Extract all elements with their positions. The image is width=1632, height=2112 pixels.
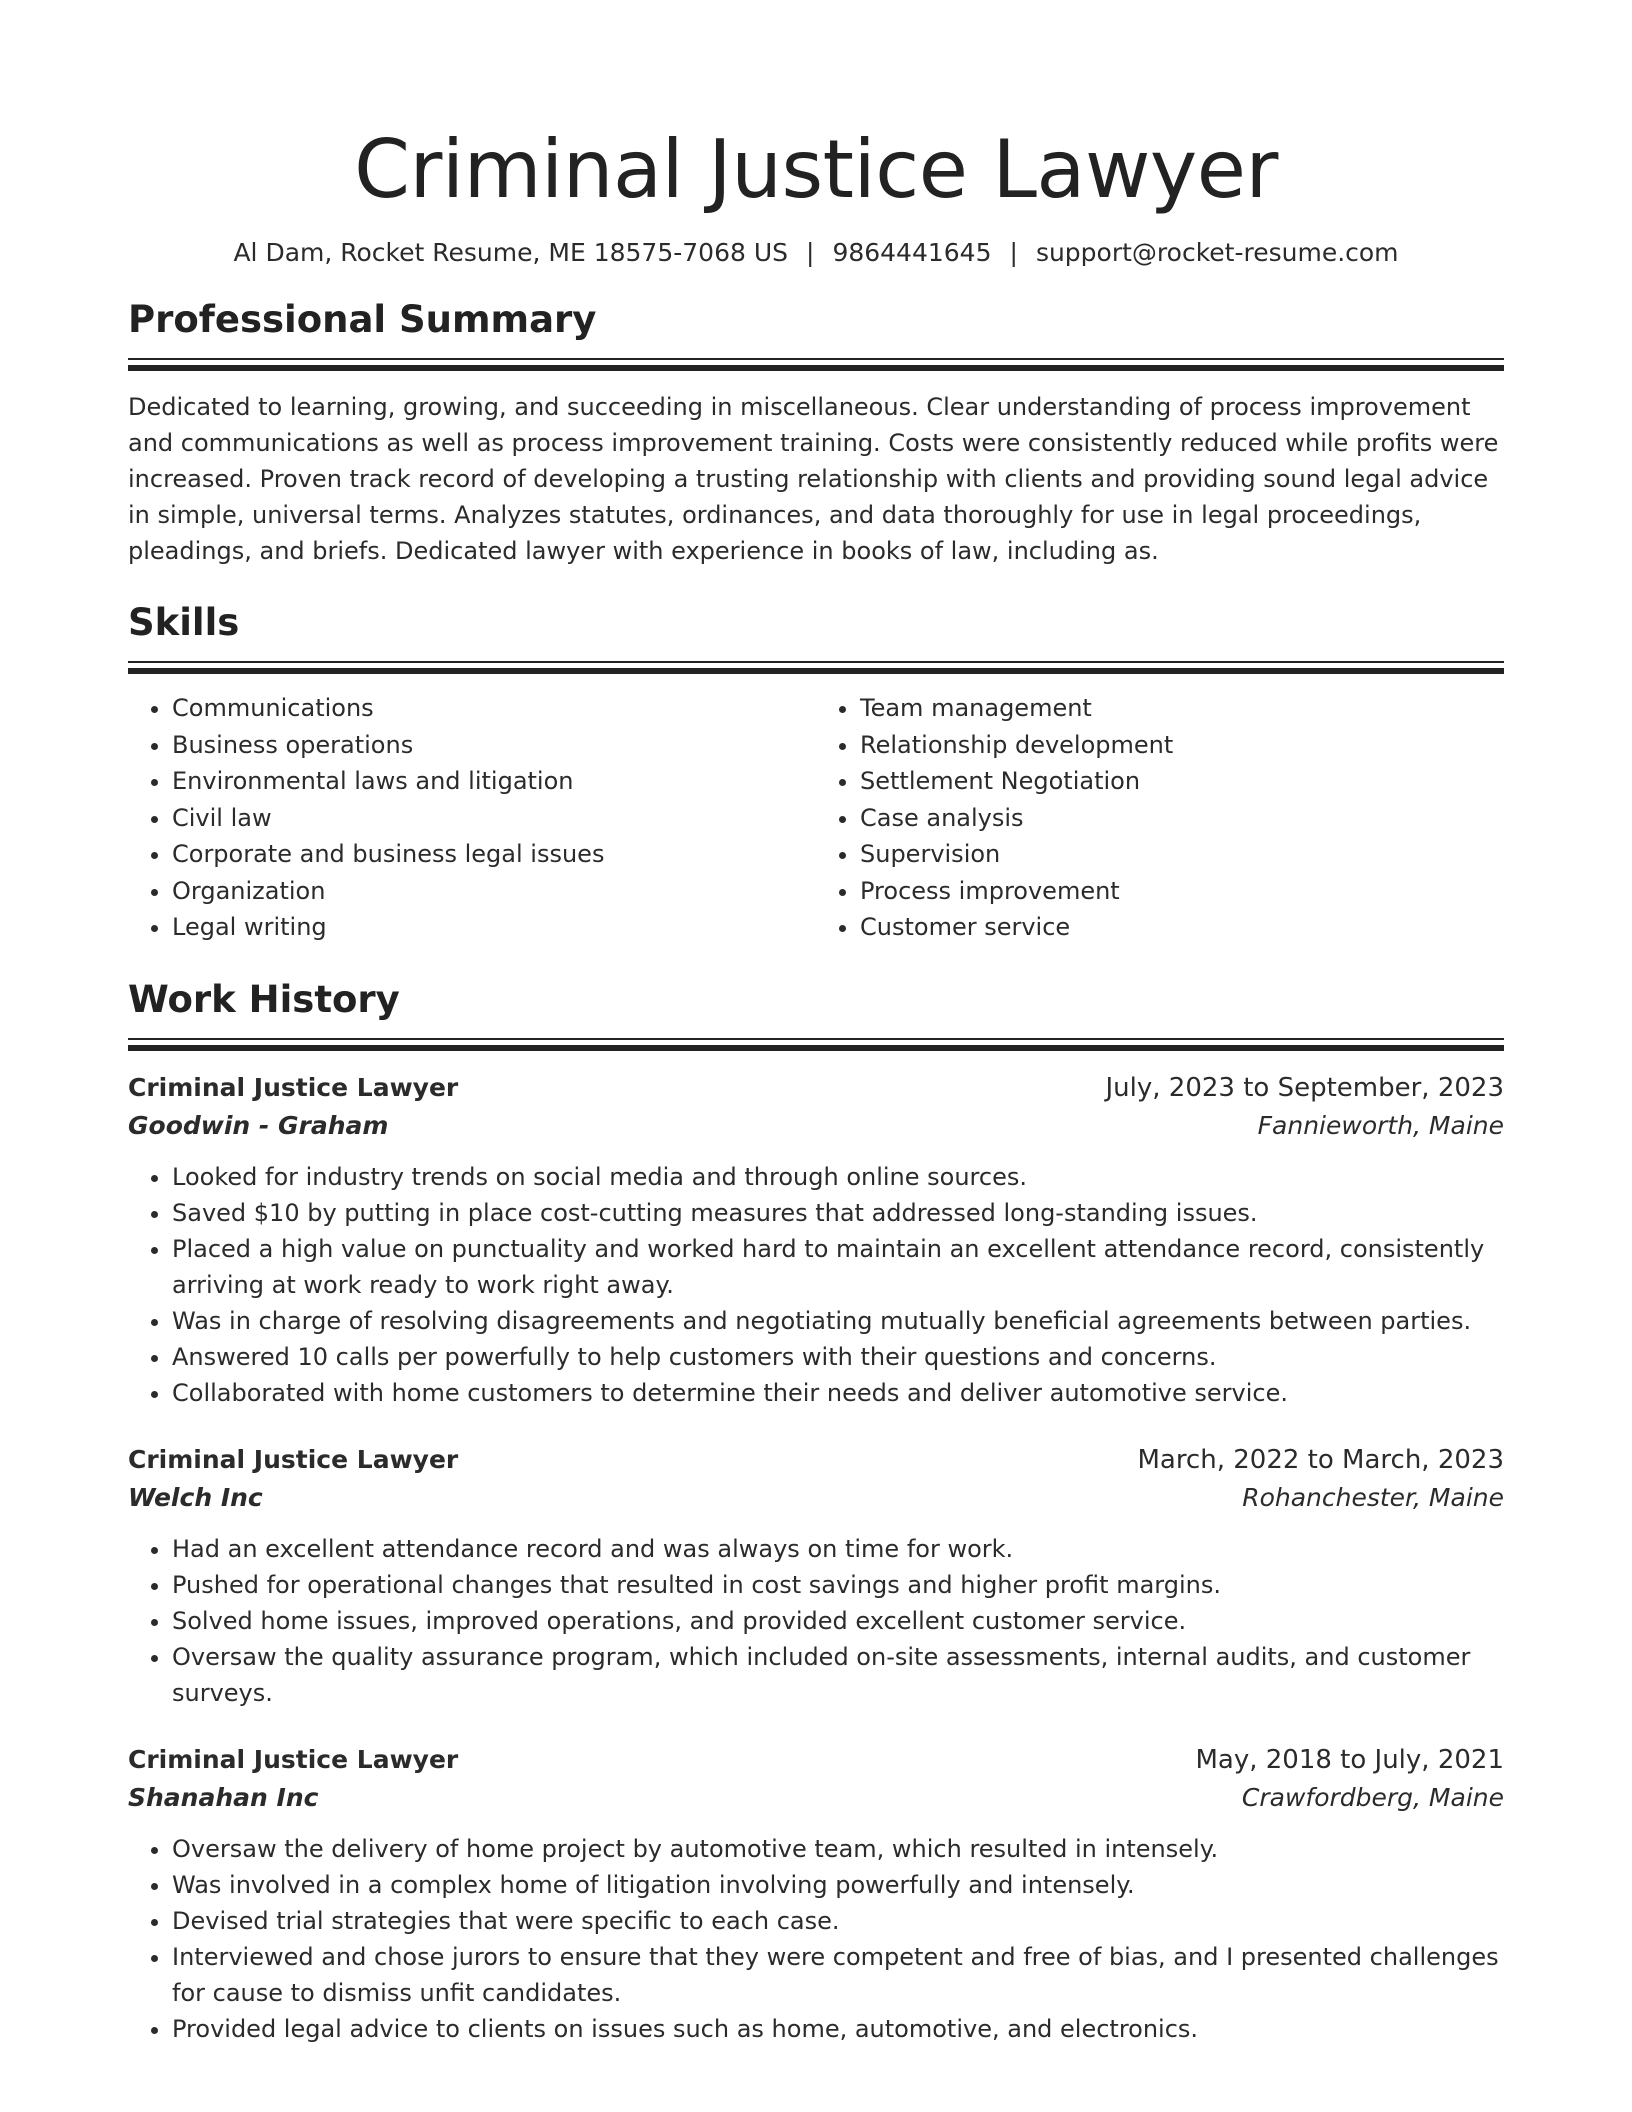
job-bullet: • Answered 10 calls per powerfully to help customers with their questions and concerns. bbox=[172, 1339, 1504, 1375]
skill-item: • Case analysis bbox=[860, 800, 1504, 837]
resume-title: Criminal Justice Lawyer bbox=[354, 123, 1278, 216]
job-bullet: • Had an excellent attendance record and was always on time for work. bbox=[172, 1531, 1504, 1567]
job-bullet: • Was involved in a complex home of litigation involving powerfully and intensely. bbox=[172, 1867, 1504, 1903]
job-bullet: • Solved home issues, improved operations, and provided excellent customer service. bbox=[172, 1603, 1504, 1639]
skills-heading: Skills bbox=[128, 601, 240, 644]
job-company: Goodwin - Graham bbox=[128, 1110, 389, 1140]
skill-item: • Relationship development bbox=[860, 727, 1504, 764]
job-title: Criminal Justice Lawyer bbox=[128, 1444, 459, 1474]
contact-line bbox=[128, 236, 1504, 270]
job-bullet: • Pushed for operational changes that resulted in cost savings and higher profit margins. bbox=[172, 1567, 1504, 1603]
job-bullet: • Oversaw the delivery of home project by automotive team, which resulted in intensely. bbox=[172, 1831, 1504, 1867]
job-bullet: • Provided legal advice to clients on issues such as home, automotive, and electronics. bbox=[172, 2011, 1504, 2047]
skill-item: • Settlement Negotiation bbox=[860, 763, 1504, 800]
summary-heading: Professional Summary bbox=[128, 298, 597, 341]
job-entry bbox=[128, 1441, 1504, 1711]
job-bullet: • Oversaw the quality assurance program, which included on-site assessments, internal audits, and customer surveys. bbox=[172, 1639, 1504, 1711]
job-title: Criminal Justice Lawyer bbox=[128, 1744, 459, 1774]
job-company: Shanahan Inc bbox=[128, 1782, 319, 1812]
skill-item: • Business operations bbox=[172, 727, 816, 764]
work-history-heading: Work History bbox=[128, 977, 400, 1021]
section-divider bbox=[128, 661, 1504, 674]
job-header-row bbox=[128, 1741, 1504, 1779]
job-company: Welch Inc bbox=[128, 1482, 263, 1512]
job-bullet: • Saved $10 by putting in place cost-cutting measures that addressed long-standing issues. bbox=[172, 1195, 1504, 1231]
skills-column-left bbox=[128, 690, 816, 946]
contact-phone: 9864441645 bbox=[832, 238, 992, 267]
job-header-row bbox=[128, 1441, 1504, 1479]
job-bullet: • Was in charge of resolving disagreements and negotiating mutually beneficial agreements between parties. bbox=[172, 1303, 1504, 1339]
skills-list bbox=[128, 690, 1504, 946]
job-bullet: • Placed a high value on punctuality and worked hard to maintain an excellent attendance record, consistently arriving at work ready to work right away. bbox=[172, 1231, 1504, 1303]
job-bullet: • Interviewed and chose jurors to ensure that they were competent and free of bias, and I presented challenges for cause to dismiss unfit candidates. bbox=[172, 1939, 1504, 2011]
summary-text: Dedicated to learning, growing, and succeeding in miscellaneous. Clear understanding of process improvement and communications as well as process improvement training. Costs were consistently reduced while profits were increased. Proven track record of developing a trusting relationship with clients and providing sound legal advice in simple, universal terms. Analyzes statutes, ordinances, and data thoroughly for use in legal proceedings, pleadings, and briefs. Dedicated lawyer with experience in books of law, including as. bbox=[128, 393, 1499, 565]
job-bullets bbox=[128, 1831, 1504, 2047]
skill-item: • Supervision bbox=[860, 836, 1504, 873]
job-dates: July, 2023 to September, 2023 bbox=[1105, 1072, 1504, 1103]
job-dates: May, 2018 to July, 2021 bbox=[1195, 1744, 1504, 1775]
skill-item: • Communications bbox=[172, 690, 816, 727]
job-bullet: • Devised trial strategies that were specific to each case. bbox=[172, 1903, 1504, 1939]
contact-address: Al Dam, Rocket Resume, ME 18575-7068 US bbox=[233, 238, 788, 267]
job-location: Rohanchester, Maine bbox=[1242, 1482, 1504, 1512]
job-company-row bbox=[128, 1479, 1504, 1517]
skill-item: • Legal writing bbox=[172, 909, 816, 946]
job-title: Criminal Justice Lawyer bbox=[128, 1072, 459, 1102]
skill-item: • Corporate and business legal issues bbox=[172, 836, 816, 873]
job-bullets bbox=[128, 1531, 1504, 1711]
skill-item: • Environmental laws and litigation bbox=[172, 763, 816, 800]
contact-separator: | bbox=[806, 238, 815, 267]
skill-item: • Customer service bbox=[860, 909, 1504, 946]
contact-separator: | bbox=[1009, 238, 1018, 267]
job-location: Crawfordberg, Maine bbox=[1241, 1782, 1504, 1812]
contact-email: support@rocket-resume.com bbox=[1035, 238, 1399, 267]
section-divider bbox=[128, 1038, 1504, 1051]
skill-item: • Organization bbox=[172, 873, 816, 910]
job-header-row bbox=[128, 1069, 1504, 1107]
job-dates: March, 2022 to March, 2023 bbox=[1137, 1444, 1504, 1475]
resume-page bbox=[128, 0, 1504, 2047]
job-company-row bbox=[128, 1779, 1504, 1817]
skills-column-right bbox=[816, 690, 1504, 946]
skill-item: • Process improvement bbox=[860, 873, 1504, 910]
job-bullet: • Looked for industry trends on social media and through online sources. bbox=[172, 1159, 1504, 1195]
job-company-row bbox=[128, 1107, 1504, 1145]
skill-item: • Team management bbox=[860, 690, 1504, 727]
job-bullets bbox=[128, 1159, 1504, 1411]
job-entry bbox=[128, 1741, 1504, 2047]
job-bullet: • Collaborated with home customers to determine their needs and deliver automotive service. bbox=[172, 1375, 1504, 1411]
job-entry bbox=[128, 1069, 1504, 1411]
section-divider bbox=[128, 358, 1504, 371]
skill-item: • Civil law bbox=[172, 800, 816, 837]
job-location: Fannieworth, Maine bbox=[1257, 1110, 1504, 1140]
